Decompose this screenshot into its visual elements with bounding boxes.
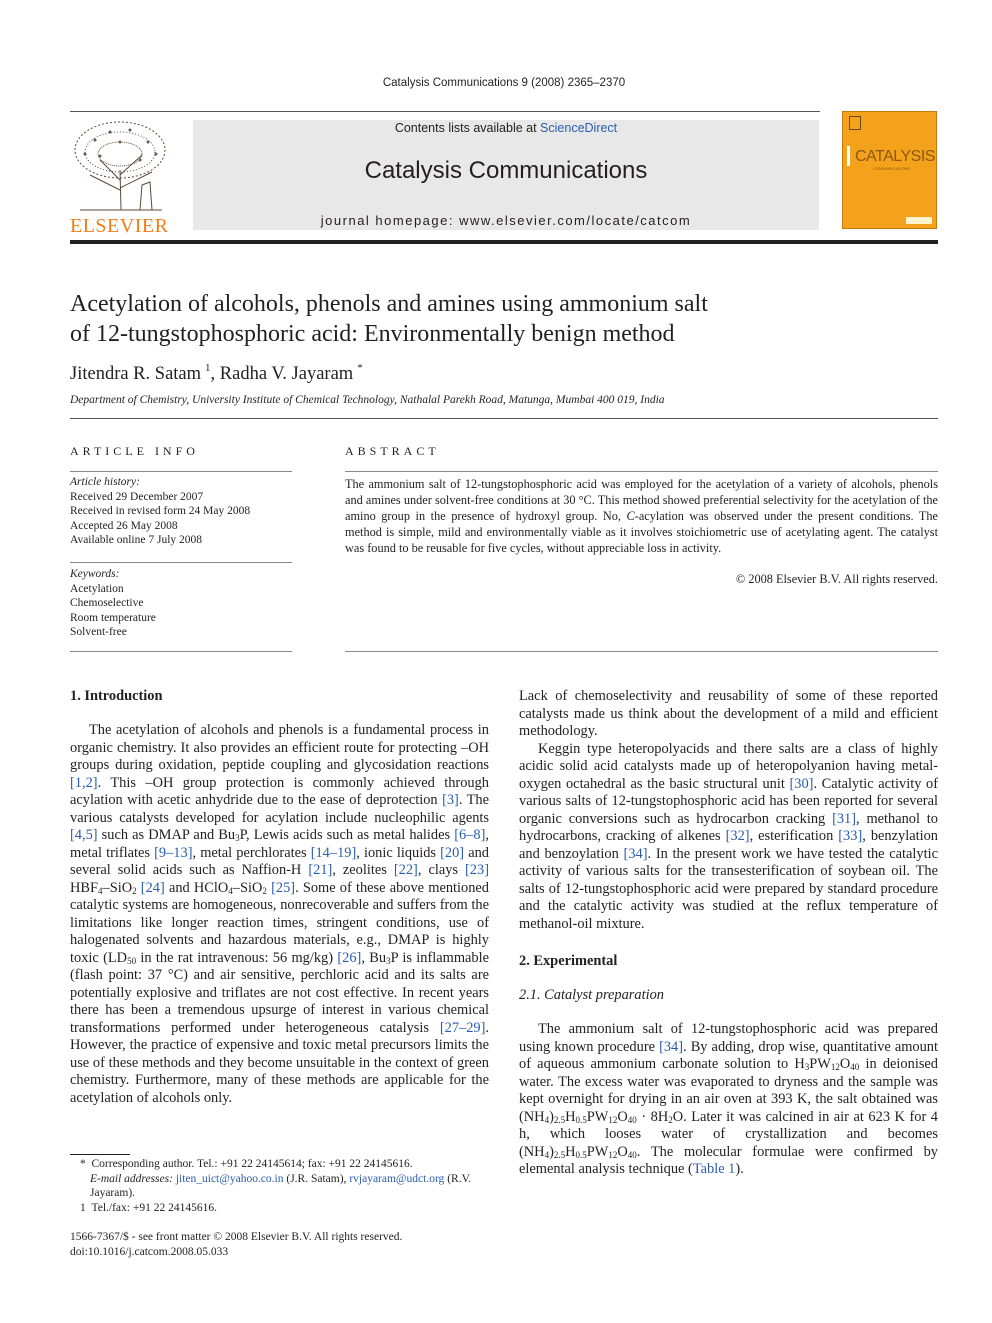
intro-text: . This –OH group protection is commonly achieved through acylation with acetic anhydride due to the ease of deprotection — [70, 774, 489, 808]
citation-link[interactable]: [32] — [725, 828, 750, 844]
intro-text: . Some of these above mentioned catalytic systems are homogeneous, nonrecoverable and suffers from the limitations like longer reaction times, stringent conditions, use of halogenated solvents and hazardous materials, e.g., DMAP is highly toxic (LD — [70, 879, 489, 966]
intro-text: P is inflammable (flash point: 37 °C) and air sensitive, perchloric acid and its salts are potentially explosive and triflates are not cost effective. In recent years there has been a tremendous upsurge of interest in various chemical transformations performed under heterogeneous catalysis — [70, 949, 489, 1036]
citation-link[interactable]: [1,2] — [70, 774, 98, 791]
author-jayaram-corresponding-mark: * — [357, 362, 363, 374]
body-text: O — [617, 1143, 628, 1160]
body-text: PW — [586, 1108, 609, 1125]
affiliation-rule — [70, 418, 938, 419]
footnote-1 — [70, 1201, 489, 1216]
abstract-bottom-rule — [345, 651, 938, 652]
body-text: PW — [809, 1056, 831, 1072]
body-text: H — [565, 1108, 576, 1125]
citation-link[interactable]: [20] — [440, 844, 465, 861]
abstract-heading: ABSTRACT — [345, 444, 440, 458]
subscript: 50 — [127, 955, 137, 966]
authors — [70, 362, 363, 385]
journal-reference: Catalysis Communications 9 (2008) 2365–2370 — [382, 77, 626, 89]
citation-link[interactable]: [3] — [442, 792, 459, 808]
citation-link[interactable]: [25] — [271, 879, 296, 896]
email-note — [70, 1172, 489, 1201]
doi-line[interactable]: doi:10.1016/j.catcom.2008.05.033 — [70, 1245, 229, 1258]
intro-text: The acetylation of alcohols and phenols is a fundamental process in organic chemistry. It also provides an efficient route for protecting –OH groups during oxidation, peptide coupling and glycosidation reactions — [70, 722, 489, 773]
subscript: 2 — [668, 1114, 673, 1125]
keywords-rule — [70, 562, 292, 563]
corresponding-text: Corresponding author. Tel.: +91 22 24145614; fax: +91 22 24145616. — [91, 1158, 413, 1170]
right-paragraph-2 — [519, 741, 938, 934]
right-paragraph-3 — [519, 1021, 938, 1179]
body-text: O — [839, 1056, 851, 1072]
subscript: 3 — [804, 1062, 810, 1072]
body-text: The ammonium salt of 12-tungstophosphoric acid was prepared using known procedure — [519, 1021, 938, 1055]
cover-publisher-box — [906, 217, 932, 224]
intro-text: , ionic liquids — [356, 844, 441, 861]
keyword-item: Room temperature — [70, 611, 156, 624]
body-text: , benzylation and benzoylation — [519, 828, 938, 862]
citation-link[interactable]: [6–8] — [454, 827, 486, 843]
article-info-heading: ARTICLE INFO — [70, 444, 199, 458]
experimental-heading: 2. Experimental — [519, 953, 618, 969]
history-received: Received 29 December 2007 — [70, 490, 204, 503]
intro-text: in the rat intravenous: 56 mg/kg) — [136, 949, 338, 966]
history-online: Available online 7 July 2008 — [70, 534, 203, 546]
header-top-rule — [70, 111, 820, 112]
right-paragraph-1: Lack of chemoselectivity and reusability of some of these reported catalysts made us think about the development of a mild and efficient methodology. — [519, 688, 938, 739]
cover-bar — [847, 146, 850, 166]
contents-line — [193, 121, 819, 135]
body-text: in deionised water. The excess water was evaporated to dryness and the sample was kept overnight for drying in an air oven at 393 K, the salt obtained was (NH — [519, 1056, 939, 1125]
subscript: 12 — [608, 1114, 618, 1125]
intro-text: P, Lewis acids such as metal halides — [239, 827, 455, 843]
footnote-1-text: Tel./fax: +91 22 24145616. — [91, 1201, 217, 1214]
abstract-rule — [345, 471, 938, 472]
intro-text: . However, the practice of expensive and toxic metal precursors limits the use of these methods and they become unsuitable in the context of green chemistry. Furthermore, many of these methods are applicable for the acetylation of alcohols only. — [70, 1019, 489, 1106]
intro-text: , metal triflates — [70, 827, 489, 861]
abstract-text-b: -acylation was observed under the present conditions. The method is simple, mild and environmentally viable as it involves stoichiometric use of acetylating agent. The catalyst was found to be reusable for five cycles, without appreciable loss in activity. — [345, 509, 939, 555]
article-history — [70, 475, 292, 548]
citation-link[interactable]: [4,5] — [70, 827, 98, 843]
abstract-copyright: © 2008 Elsevier B.V. All rights reserved. — [735, 572, 938, 586]
keyword-item: Chemoselective — [70, 597, 144, 609]
corresponding-author-note — [70, 1157, 489, 1172]
journal-homepage[interactable]: journal homepage: www.elsevier.com/locate/catcom — [320, 213, 692, 228]
body-text: . By adding, drop wise, quantitative amount of aqueous ammonium carbonate solution to H — [519, 1038, 938, 1072]
elsevier-logo[interactable] — [70, 120, 172, 237]
abstract-text-a: The ammonium salt of 12-tungstophosphoric acid was employed for the acetylation of a variety of alcohols, phenols and amines under solvent-free conditions at 30 °C. This method showed preferential selectivity for the acetylation of the amino group in the presence of hydroxyl group. No, — [345, 477, 938, 523]
abstract-text — [345, 476, 938, 556]
sciencedirect-link[interactable]: ScienceDirect — [540, 121, 618, 135]
cover-tree-icon — [849, 116, 861, 130]
elsevier-tree-icon — [70, 120, 172, 212]
elsevier-wordmark: ELSEVIER — [70, 215, 169, 237]
body-text: . In the present work we have tested the catalytic activity of various salts for the transesterification of soybean oil. The salts of 12-tungstophosphoric acid were prepared by standard procedure and the catalytic activity was studied at the reflux temperature of methanol-oil mixture. — [519, 845, 938, 932]
intro-heading: 1. Introduction — [70, 688, 163, 704]
citation-link[interactable]: [34] — [623, 845, 648, 862]
keywords — [70, 567, 292, 640]
body-text: · 8H — [636, 1108, 669, 1125]
subscript: 2.5 — [553, 1149, 566, 1160]
subscript: 3 — [235, 833, 240, 843]
contents-prefix: Contents lists available at — [394, 121, 541, 135]
body-text: ) — [549, 1108, 554, 1125]
article-title-line2: of 12-tungstophosphoric acid: Environmentally benign method — [70, 321, 675, 347]
citation-link[interactable]: [23] — [465, 862, 489, 878]
corresponding-mark: * — [80, 1158, 86, 1170]
subscript: 4 — [98, 885, 103, 896]
article-title — [70, 289, 708, 349]
citation-link[interactable]: [21] — [308, 862, 333, 878]
author-satam[interactable]: Jitendra R. Satam — [70, 364, 202, 384]
body-text: O — [617, 1108, 628, 1125]
footnotes — [70, 1157, 489, 1215]
subscript: 2 — [262, 885, 267, 896]
author-jayaram[interactable]: Radha V. Jayaram — [219, 364, 354, 384]
intro-paragraph — [70, 722, 489, 1107]
info-bottom-rule — [70, 651, 292, 652]
article-info-rule — [70, 471, 292, 472]
footnote-1-mark: 1 — [80, 1201, 86, 1214]
intro-text: , Bu — [361, 949, 387, 966]
table-1-link[interactable]: Table 1 — [692, 1161, 736, 1177]
citation-link[interactable]: [24] — [140, 879, 165, 896]
intro-text: and HClO — [164, 879, 229, 896]
intro-text: HBF — [70, 879, 98, 896]
citation-link[interactable]: [27–29] — [439, 1019, 486, 1036]
author-satam-footnote-mark: 1 — [205, 362, 211, 374]
body-text: Keggin type heteropolyacids and there salts are a class of highly acidic solid acid catalysts made up of heteropolyanion having metal-oxygen octahedral as the basic structural unit — [519, 740, 938, 792]
journal-cover[interactable] — [842, 111, 937, 229]
intro-text: such as DMAP and Bu — [97, 827, 236, 843]
body-text: . The molecular formulae were confirmed by elemental analysis technique ( — [519, 1143, 938, 1177]
citation-link[interactable]: [26] — [337, 949, 362, 966]
intro-text: –SiO — [232, 879, 263, 896]
article-title-line1: Acetylation of alcohols, phenols and amines using ammonium salt — [70, 291, 708, 317]
body-text: O. Later it was calcined in air at 623 K for 4 h, which looses water of crystallization and becomes (NH — [519, 1108, 938, 1160]
citation-link[interactable]: [22] — [393, 862, 418, 878]
subscript: 3 — [386, 955, 391, 966]
citation-link[interactable]: [31] — [832, 810, 857, 827]
subscript: 40 — [627, 1149, 637, 1160]
body-text: PW — [586, 1143, 609, 1160]
keyword-item: Acetylation — [70, 582, 124, 595]
history-accepted: Accepted 26 May 2008 — [70, 519, 178, 532]
email-owner-jayaram: (R.V. Jayaram). — [90, 1172, 472, 1199]
right-column — [519, 688, 938, 1179]
author-separator: , — [210, 364, 220, 384]
body-text: , methanol to hydrocarbons, cracking of alkenes — [519, 810, 938, 844]
subscript: 2 — [132, 885, 137, 896]
subscript: 12 — [608, 1149, 618, 1160]
email-owner-satam: (J.R. Satam), — [283, 1172, 350, 1185]
intro-text: , zeolites — [332, 862, 394, 878]
body-text: , esterification — [749, 828, 839, 844]
subscript: 12 — [830, 1062, 840, 1072]
citation-link[interactable]: [9–13] — [154, 844, 193, 861]
keywords-label: Keywords: — [70, 568, 120, 580]
front-matter-info — [70, 1230, 402, 1259]
intro-text: –SiO — [102, 879, 133, 896]
intro-text: , metal perchlorates — [192, 844, 311, 861]
email-label: E-mail addresses: — [90, 1172, 173, 1185]
citation-link[interactable]: [14–19] — [310, 844, 357, 861]
citation-link[interactable]: [34] — [659, 1038, 684, 1055]
header-thick-rule — [70, 240, 938, 244]
citation-link[interactable]: [33] — [838, 828, 863, 844]
cover-subtitle: COMMUNICATIONS — [873, 166, 911, 171]
subscript: 0.5 — [575, 1149, 587, 1160]
body-text: ) — [549, 1143, 554, 1160]
affiliation: Department of Chemistry, University Institute of Chemical Technology, Nathalal Parekh Road, Matunga, Mumbai 400 019, India — [70, 394, 665, 406]
catalyst-preparation-heading: 2.1. Catalyst preparation — [519, 987, 664, 1003]
subscript: 4 — [544, 1149, 550, 1160]
subscript: 4 — [228, 885, 233, 896]
intro-column — [70, 722, 489, 1107]
email-link-satam[interactable]: jiten_uict@yahoo.co.in — [175, 1172, 284, 1185]
history-revised: Received in revised form 24 May 2008 — [70, 505, 251, 517]
body-text: ). — [735, 1161, 744, 1177]
intro-text: . The various catalysts developed for acylation include nucleophilic agents — [70, 792, 489, 826]
cover-title: CATALYSIS — [855, 148, 935, 165]
footnote-rule — [70, 1154, 130, 1155]
intro-text: , clays — [417, 862, 466, 878]
article-history-label: Article history: — [70, 476, 140, 488]
body-text: H — [565, 1143, 576, 1160]
citation-link[interactable]: [30] — [789, 775, 814, 792]
subscript: 0.5 — [575, 1114, 587, 1125]
journal-title: Catalysis Communications — [364, 157, 648, 184]
body-text: . Catalytic activity of various salts of 12-tungstophosphoric acid has been reported for several organic conversions such as hydrocarbon cracking — [519, 775, 939, 827]
subscript: 40 — [850, 1062, 860, 1072]
subscript: 40 — [627, 1114, 637, 1125]
intro-text: and several solid acids such as Naffion-H — [70, 844, 489, 878]
email-link-jayaram[interactable]: rvjayaram@udct.org — [349, 1172, 445, 1185]
subscript: 4 — [544, 1114, 550, 1125]
keyword-item: Solvent-free — [70, 626, 127, 638]
issn-line: 1566-7367/$ - see front matter © 2008 Elsevier B.V. All rights reserved. — [70, 1231, 403, 1243]
abstract-c-italic: C — [626, 509, 635, 523]
subscript: 2.5 — [553, 1114, 566, 1125]
